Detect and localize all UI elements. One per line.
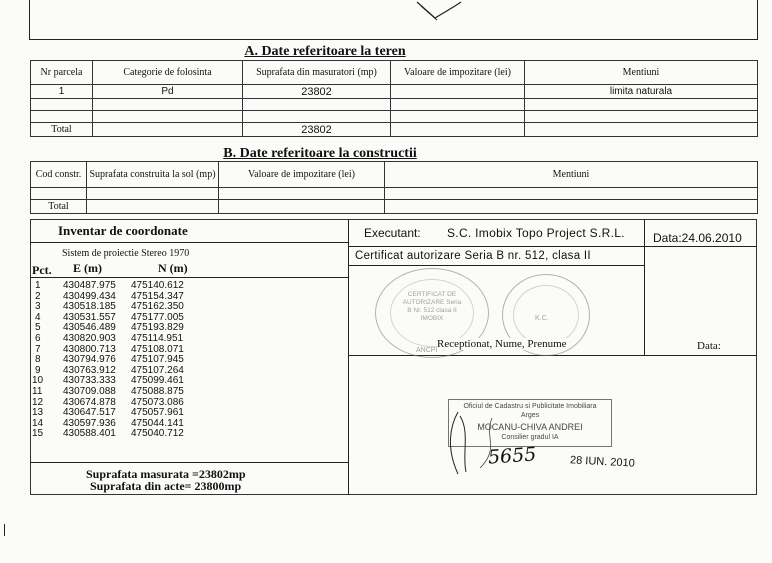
coordinate-row <box>34 281 334 292</box>
header-valoare: Valoare de impozitare (lei) <box>391 61 525 85</box>
inventory-header-divider <box>30 242 348 243</box>
point-number: 8 <box>35 354 41 366</box>
section-a-title: A. Date referitoare la teren <box>244 44 406 59</box>
table-row <box>31 85 758 99</box>
point-n: 475073.086 <box>131 396 184 408</box>
point-n: 475177.005 <box>131 311 184 323</box>
point-e: 430647.517 <box>63 407 116 419</box>
point-n: 475107.945 <box>131 354 184 366</box>
construction-table <box>30 161 758 214</box>
cell-mentiuni: limita naturala <box>525 85 758 99</box>
point-e: 430674.878 <box>63 396 116 408</box>
reception-date-label: Data: <box>697 340 721 352</box>
coordinate-row <box>34 387 334 398</box>
point-e: 430733.333 <box>63 375 116 387</box>
point-number: 5 <box>35 322 41 334</box>
projection-system: Sistem de proiectie Stereo 1970 <box>62 248 190 259</box>
point-e: 430531.557 <box>63 311 116 323</box>
measured-area: Suprafata masurata =23802mp <box>86 467 246 481</box>
point-n: 475040.712 <box>131 428 184 440</box>
point-e: 430763.912 <box>63 364 116 376</box>
total-row-b <box>31 200 758 214</box>
header-suprafata: Suprafata din masuratori (mp) <box>243 61 391 85</box>
point-n: 475107.264 <box>131 364 184 376</box>
cell-valoare <box>391 85 525 99</box>
certificate-divider <box>348 265 644 266</box>
receiver-stamp: K.C. <box>502 274 590 356</box>
point-e: 430518.185 <box>63 301 116 313</box>
inventory-title: Inventar de coordonate <box>58 223 188 238</box>
point-number: 15 <box>32 428 44 440</box>
point-n: 475154.347 <box>131 290 184 302</box>
point-n: 475193.829 <box>131 322 184 334</box>
reception-label: Receptionat, Nume, Prenume <box>437 338 567 350</box>
col-e: E (m) <box>73 261 102 275</box>
stamp-date: 28 IUN. 2010 <box>569 454 636 470</box>
point-number: 6 <box>35 332 41 344</box>
point-n: 475162.350 <box>131 301 184 313</box>
margin-tick <box>4 524 5 536</box>
land-table <box>30 60 758 137</box>
executor-label: Executant: <box>364 226 421 240</box>
total-label-b: Total <box>31 200 87 214</box>
point-e: 430800.713 <box>63 343 116 355</box>
point-n: 475108.071 <box>131 343 184 355</box>
point-e: 430487.975 <box>63 280 116 291</box>
point-number: 11 <box>32 385 43 397</box>
point-number: 13 <box>32 407 44 419</box>
cell-suprafata: 23802 <box>243 85 391 99</box>
point-n: 475044.141 <box>131 417 184 429</box>
cell-categorie: Pd <box>93 85 243 99</box>
point-number: 10 <box>32 375 44 387</box>
officer-title: Consilier gradul IA <box>501 434 559 441</box>
point-e: 430794.976 <box>63 354 116 366</box>
officer-name: MOCANU-CHIVA ANDREI <box>477 422 583 432</box>
total-label: Total <box>31 123 93 137</box>
point-e: 430820.903 <box>63 332 116 344</box>
point-number: 9 <box>35 364 41 376</box>
ocpi-county: Arges <box>520 412 540 419</box>
coordinate-row <box>34 334 334 345</box>
vertical-divider <box>348 219 349 495</box>
col-n: N (m) <box>158 261 188 275</box>
header-nr-parcela: Nr parcela <box>31 61 93 85</box>
deed-area: Suprafata din acte= 23800mp <box>90 479 242 493</box>
point-n: 475057.961 <box>131 407 184 419</box>
date-col-divider <box>644 219 645 355</box>
point-n: 475114.951 <box>131 332 184 344</box>
area-divider <box>30 462 348 463</box>
total-value: 23802 <box>243 123 391 137</box>
point-number: 7 <box>35 343 41 355</box>
header-cod: Cod constr. <box>31 162 87 188</box>
header-valoare-b: Valoare de impozitare (lei) <box>219 162 385 188</box>
header-mentiuni: Mentiuni <box>525 61 758 85</box>
signature-number: 5655 <box>487 443 538 469</box>
execution-date: Data:24.06.2010 <box>653 231 742 245</box>
executor-stamp: CERTIFICAT DE AUTORIZARE Seria B Nr. 512 clasa II IMOBIX ANCPI <box>375 268 489 358</box>
point-number: 1 <box>35 280 41 291</box>
col-pct: Pct. <box>32 263 52 277</box>
coordinate-row <box>34 429 334 440</box>
header-mentiuni-b: Mentiuni <box>385 162 758 188</box>
point-e: 430709.088 <box>63 385 116 397</box>
frame-top-bottom <box>29 39 758 40</box>
coordinates-list <box>34 281 334 440</box>
point-e: 430546.489 <box>63 322 116 334</box>
frame-top-left <box>29 0 30 40</box>
point-n: 475140.612 <box>131 280 184 291</box>
point-number: 4 <box>35 311 41 323</box>
executor-name: S.C. Imobix Topo Project S.R.L. <box>447 226 625 240</box>
point-n: 475099.461 <box>131 375 184 387</box>
executor-divider <box>348 246 757 247</box>
point-e: 430499.434 <box>63 290 116 302</box>
point-e: 430597.936 <box>63 417 116 429</box>
point-number: 14 <box>32 417 44 429</box>
coord-header-rule <box>30 277 348 278</box>
point-number: 12 <box>32 396 44 408</box>
point-number: 3 <box>35 301 41 313</box>
point-n: 475088.875 <box>131 385 184 397</box>
ocpi-office: Oficiul de Cadastru si Publicitate Imobiliara <box>463 403 597 410</box>
frame-top-right <box>757 0 758 40</box>
cell-nr: 1 <box>31 85 93 99</box>
certificate: Certificat autorizare Seria B nr. 512, clasa II <box>355 250 591 262</box>
section-b-title: B. Date referitoare la constructii <box>223 146 417 161</box>
point-e: 430588.401 <box>63 428 116 440</box>
plot-sketch-fragment <box>415 0 475 22</box>
point-number: 2 <box>35 290 41 302</box>
header-categorie: Categorie de folosinta <box>93 61 243 85</box>
total-row <box>31 123 758 137</box>
header-suprafata-construita: Suprafata construita la sol (mp) <box>87 162 219 188</box>
